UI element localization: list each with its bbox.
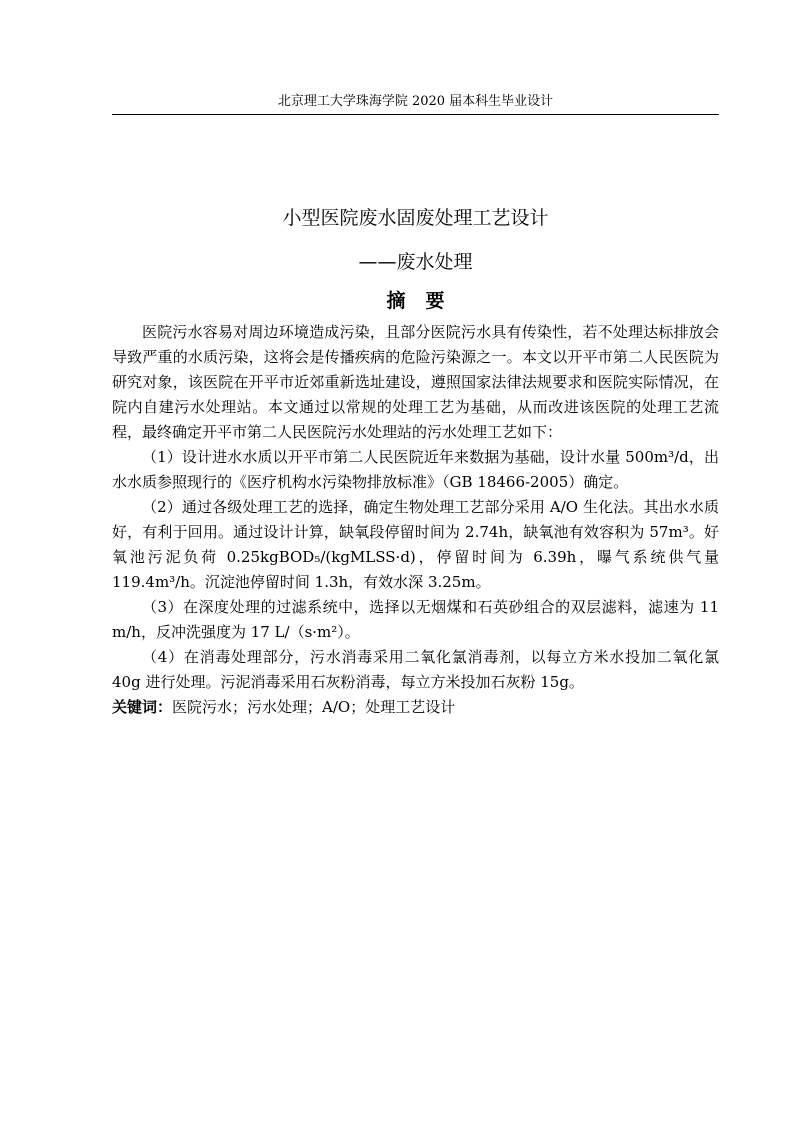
abstract-paragraph: （4）在消毒处理部分，污水消毒采用二氧化氯消毒剂，以每立方米水投加二氧化氯 40g 进行处理。污泥消毒采用石灰粉消毒，每立方米投加石灰粉 15g。 [112,648,719,691]
abstract-paragraph: （3）在深度处理的过滤系统中，选择以无烟煤和石英砂组合的双层滤料，滤速为 11 m/h，反冲洗强度为 17 L/（s·m²）。 [112,598,719,641]
keywords-label: 关键词： [112,698,173,716]
keywords-line [112,695,719,720]
thesis-title: 小型医院废水固废处理工艺设计 [282,207,549,229]
running-header: 北京理工大学珠海学院 2020 届本科生毕业设计 [277,94,554,109]
abstract-heading: 摘要 [386,290,465,312]
header-rule [112,114,719,115]
abstract-body [112,320,719,720]
abstract-paragraph: 医院污水容易对周边环境造成污染，且部分医院污水具有传染性，若不处理达标排放会导致严重的水质污染，这将会是传播疾病的危险污染源之一。本文以开平市第二人民医院为研究对象，该医院在开平市近郊重新选址建设，遵照国家法律法规要求和医院实际情况，在院内自建污水处理站。本文通过以常规的处理工艺为基础，从而改进该医院的处理工艺流程，最终确定开平市第二人民医院污水处理站的污水处理工艺如下： [112,323,719,441]
thesis-subtitle: ——废水处理 [358,251,473,273]
keywords-text: 医院污水；污水处理；A/O；处理工艺设计 [172,698,456,716]
abstract-paragraph: （1）设计进水水质以开平市第二人民医院近年来数据为基础，设计水量 500m³/d，出水水质参照现行的《医疗机构水污染物排放标准》（GB 18466-2005）确定。 [112,448,719,491]
abstract-paragraph: （2）通过各级处理工艺的选择，确定生物处理工艺部分采用 A/O 生化法。其出水水质好，有利于回用。通过设计计算，缺氧段停留时间为 2.74h，缺氧池有效容积为 57m³。好氧池污泥负荷 0.25kgBOD₅/(kgMLSS·d)，停留时间为 6.39h，曝气系统供气量 119.4m³/h。沉淀池停留时间 1.3h，有效水深 3.25m。 [112,498,719,591]
